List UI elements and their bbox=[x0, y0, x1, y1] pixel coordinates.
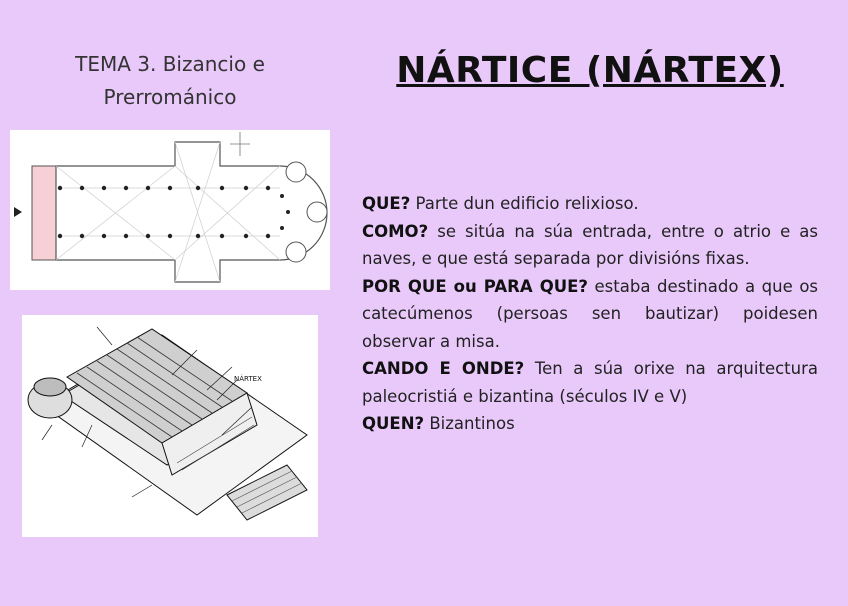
como-label: COMO? bbox=[362, 221, 429, 241]
cando-text: Ten a súa orixe na arquitectura paleocristiá e bizantina (séculos IV e V) bbox=[362, 359, 818, 406]
como-text: se sitúa na súa entrada, entre o atrio e as naves, e que está separada por divisións fixas. bbox=[362, 221, 818, 268]
que-paragraph bbox=[362, 190, 818, 218]
porque-label: POR QUE ou PARA QUE? bbox=[362, 276, 588, 296]
cando-label: CANDO E ONDE? bbox=[362, 359, 525, 378]
quen-paragraph bbox=[362, 410, 818, 438]
como-paragraph bbox=[362, 218, 818, 273]
page-title: NÁRTICE (NÁRTEX) bbox=[396, 50, 784, 91]
topic-line-2: Prerrománico bbox=[103, 85, 237, 109]
que-label: QUE? bbox=[362, 194, 411, 213]
topic-line-1: TEMA 3. Bizancio e bbox=[75, 52, 265, 76]
narthex-label: NÁRTEX bbox=[234, 375, 262, 383]
floor-plan-image bbox=[10, 130, 330, 290]
quen-text: Bizantinos bbox=[424, 414, 515, 433]
que-text: Parte dun edificio relixioso. bbox=[410, 194, 639, 213]
porque-text: estaba destinado a que os catecúmenos (persoas sen bautizar) poidesen observar a misa. bbox=[362, 276, 819, 351]
quen-label: QUEN? bbox=[362, 414, 425, 433]
basilica-illustration bbox=[22, 315, 318, 537]
topic-heading bbox=[40, 48, 300, 114]
cando-paragraph bbox=[362, 355, 818, 410]
porque-paragraph bbox=[362, 273, 818, 356]
content-text bbox=[362, 190, 818, 438]
